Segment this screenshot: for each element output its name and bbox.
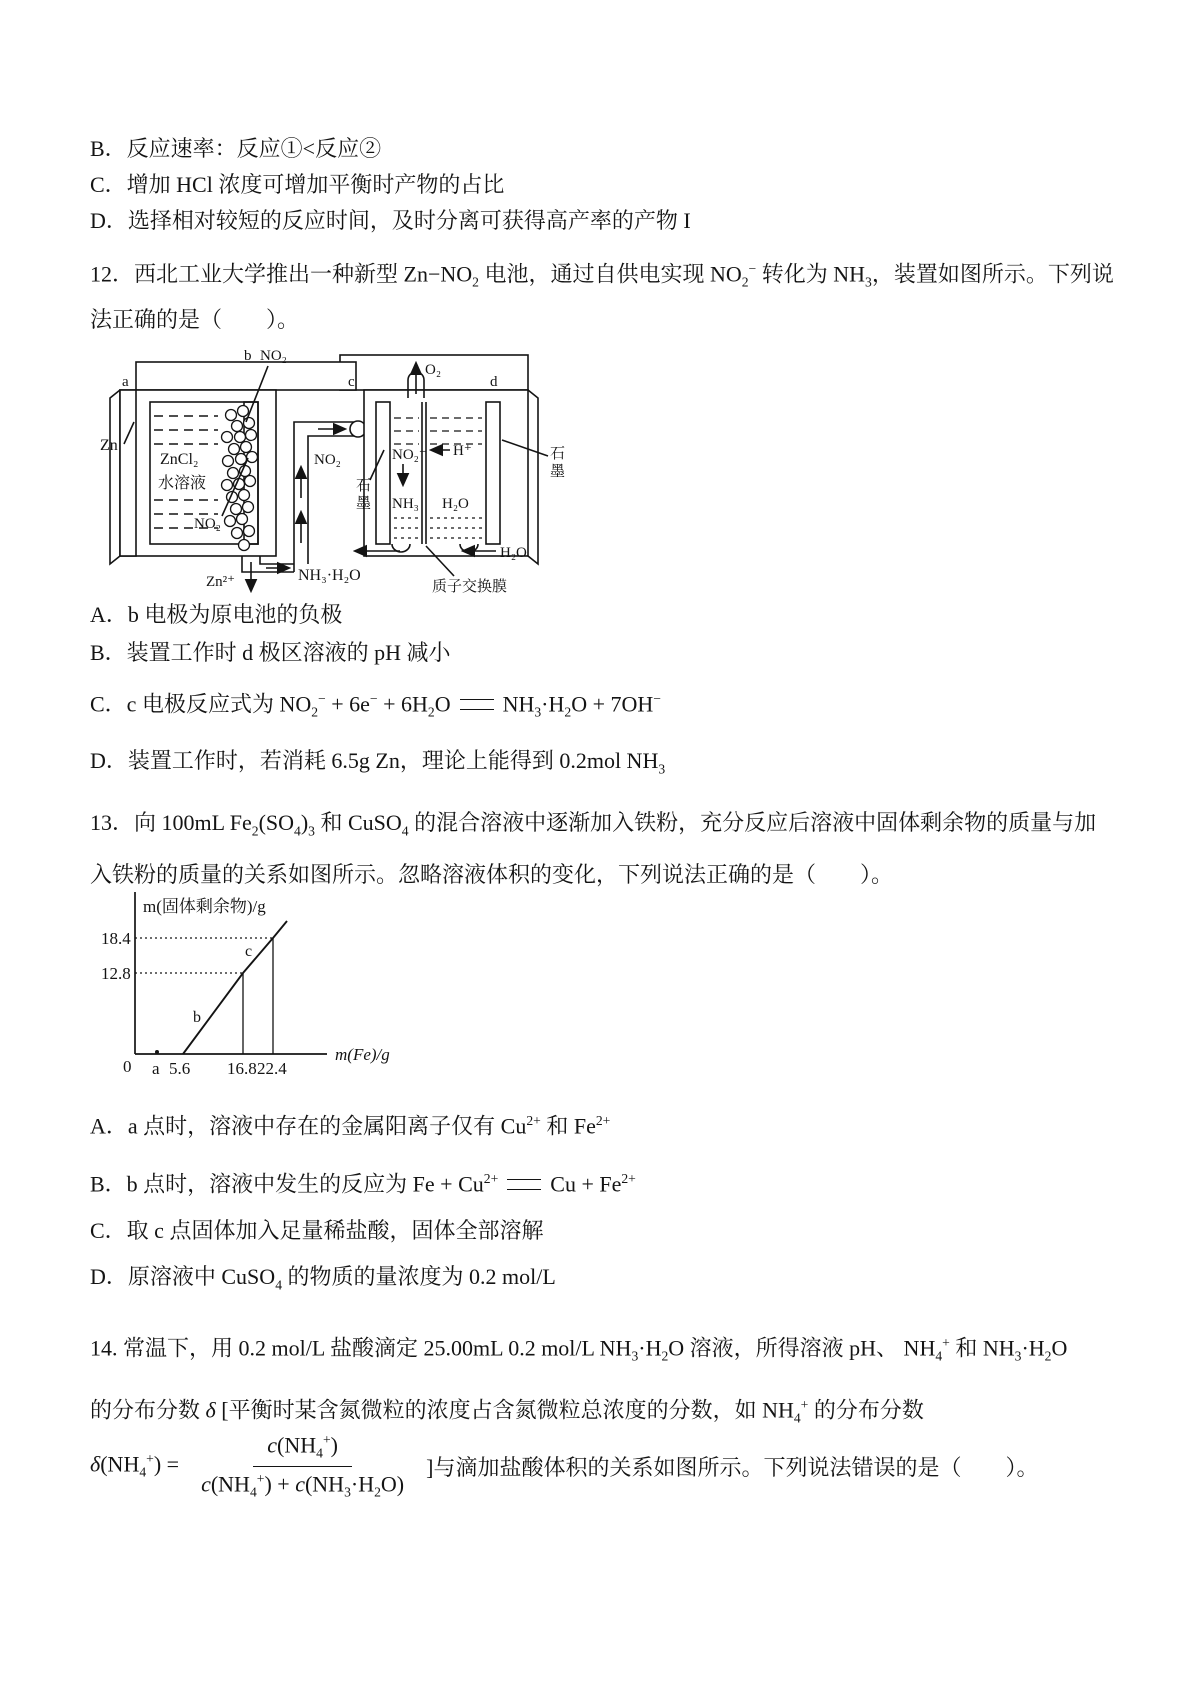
nh3h2o-out-label: NH₃·H₂O bbox=[298, 567, 361, 584]
formula-fraction bbox=[187, 1432, 418, 1500]
q14-stem-line1: 14. 常温下，用 0.2 mol/L 盐酸滴定 25.00mL 0.2 mol/L $NH_3\cdot H_2O$ 溶液，所得溶液 pH、 $NH_4^+$ 和 $NH_3\cdot H_2O$ bbox=[90, 1335, 1068, 1364]
q14-stem-line2: 的分布分数 δ [平衡时某含氮微粒的浓度占含氮微粒总浓度的分数，如 $NH_4^+$ 的分布分数 bbox=[90, 1397, 924, 1426]
q13-stem-line1: 13．向 100mL $Fe_2(SO_4)_3$ 和 CuSO$_4$ 的混合溶液中逐渐加入铁粉，充分反应后溶液中固体剩余物的质量与加 bbox=[90, 810, 1097, 839]
graphite-right-label-1: 石 bbox=[550, 446, 566, 462]
q12-option-a: A．b 电极为原电池的负极 bbox=[90, 602, 343, 627]
graphite-right-label-2: 墨 bbox=[550, 464, 566, 480]
point-b-label: b bbox=[193, 1009, 201, 1026]
graphite-left-label-1: 石 bbox=[356, 478, 372, 494]
zn-no2-battery-figure bbox=[98, 338, 583, 593]
zn-ion-label: Zn²⁺ bbox=[206, 574, 236, 590]
point-a-dot bbox=[155, 1050, 159, 1054]
xtick-a: a bbox=[152, 1059, 160, 1078]
q11-option-c: C．增加 HCl 浓度可增加平衡时产物的占比 bbox=[90, 172, 505, 197]
q12-option-b: B．装置工作时 d 极区溶液的 pH 减小 bbox=[90, 640, 451, 665]
ytick-12-8: 12.8 bbox=[101, 964, 131, 983]
electrode-a bbox=[120, 390, 136, 556]
left-cell-cover bbox=[136, 362, 356, 390]
no2-tube-label: NO₂ bbox=[314, 452, 341, 468]
q13-option-b: B．b 点时，溶液中发生的反应为 $Fe + Cu^{2+}$ $Cu + Fe^{2+}$ bbox=[90, 1171, 636, 1197]
point-c-label: c bbox=[245, 943, 253, 960]
q11-option-b: B．反应速率：反应①<反应② bbox=[90, 136, 382, 161]
q13-option-d: D．原溶液中 CuSO$_4$ 的物质的量浓度为 0.2 mol/L bbox=[90, 1264, 556, 1293]
q13-option-c: C．取 c 点固体加入足量稀盐酸，固体全部溶解 bbox=[90, 1218, 544, 1243]
outlet-pipe-top bbox=[260, 556, 294, 564]
o2-label: O₂ bbox=[425, 362, 442, 378]
q13-stem-line2: 入铁粉的质量的关系如图所示。忽略溶液体积的变化，下列说法正确的是（ ）。 bbox=[90, 862, 894, 887]
no2-anion-label: NO₂⁻ bbox=[392, 447, 427, 463]
electrolyte-label-1: ZnCl₂ bbox=[160, 451, 199, 468]
right-cell-body bbox=[364, 390, 528, 556]
left-cell-bevel bbox=[110, 390, 120, 564]
q12-stem-line2: 法正确的是（ ）。 bbox=[90, 307, 300, 332]
graph-y-label: m(固体剩余物)/g bbox=[143, 897, 266, 916]
h2o-cell-label: H₂O bbox=[442, 496, 469, 512]
right-cell-bevel bbox=[528, 390, 538, 564]
electrode-a-label: a bbox=[122, 374, 129, 390]
electrode-c-label: c bbox=[348, 374, 355, 390]
formula-denominator: $c(NH_4^+) + c(NH_3\cdot H_2O)$ bbox=[201, 1470, 405, 1500]
q12-option-d: D．装置工作时，若消耗 6.5g Zn，理论上能得到 0.2mol $NH_3$ bbox=[90, 748, 666, 777]
q13-option-a: A．a 点时，溶液中存在的金属阳离子仅有 $Cu^{2+}$ 和 $Fe^{2+}$ bbox=[90, 1113, 611, 1139]
fe-addition-graph bbox=[95, 882, 440, 1094]
no2-tube-outer bbox=[294, 422, 356, 572]
electrode-d-label: d bbox=[490, 374, 498, 390]
h-ion-label: H⁺ bbox=[453, 443, 472, 459]
formula-tail: ]与滴加盐酸体积的关系如图所示。下列说法错误的是（ ）。 bbox=[426, 1454, 1039, 1480]
q12-option-c: C．c 电极反应式为 $NO_2^- + 6e^- + 6H_2O$ $NH_3\cdot H_2O + 7OH^-$ bbox=[90, 691, 661, 720]
data-line bbox=[183, 921, 287, 1054]
electrolyte-label-2: 水溶液 bbox=[158, 475, 207, 492]
xtick-5-6: 5.6 bbox=[169, 1059, 191, 1078]
electrode-b-label: b bbox=[244, 348, 252, 364]
xtick-22-4: 22.4 bbox=[257, 1059, 287, 1078]
graphite-left-label-2: 墨 bbox=[356, 496, 372, 512]
no2-feed-label: NO₂ bbox=[260, 348, 287, 364]
xtick-0: 0 bbox=[123, 1057, 132, 1076]
ytick-18-4: 18.4 bbox=[101, 929, 131, 948]
graph-x-label: m(Fe)/g bbox=[335, 1045, 390, 1064]
formula-numerator: $c(NH_4^+)$ bbox=[253, 1432, 352, 1467]
membrane-label: 质子交换膜 bbox=[432, 579, 508, 593]
xtick-16-8: 16.8 bbox=[227, 1059, 257, 1078]
h2o-out-label: H₂O bbox=[500, 545, 527, 561]
formula-lhs: $\delta(NH_4^+)$ = bbox=[90, 1451, 180, 1481]
q11-option-d: D．选择相对较短的反应时间，及时分离可获得高产率的产物 I bbox=[90, 208, 691, 233]
q12-stem-line1: 12．西北工业大学推出一种新型 $Zn-NO_2$ 电池，通过自供电实现 $NO_2^-$ 转化为 $NH_3$，装置如图所示。下列说 bbox=[90, 261, 1114, 290]
no2-bubbles-label: NO₂ bbox=[194, 516, 221, 532]
q14-formula bbox=[90, 1432, 1038, 1500]
zn-label: Zn bbox=[100, 437, 118, 454]
nh3-label: NH₃ bbox=[392, 496, 419, 512]
